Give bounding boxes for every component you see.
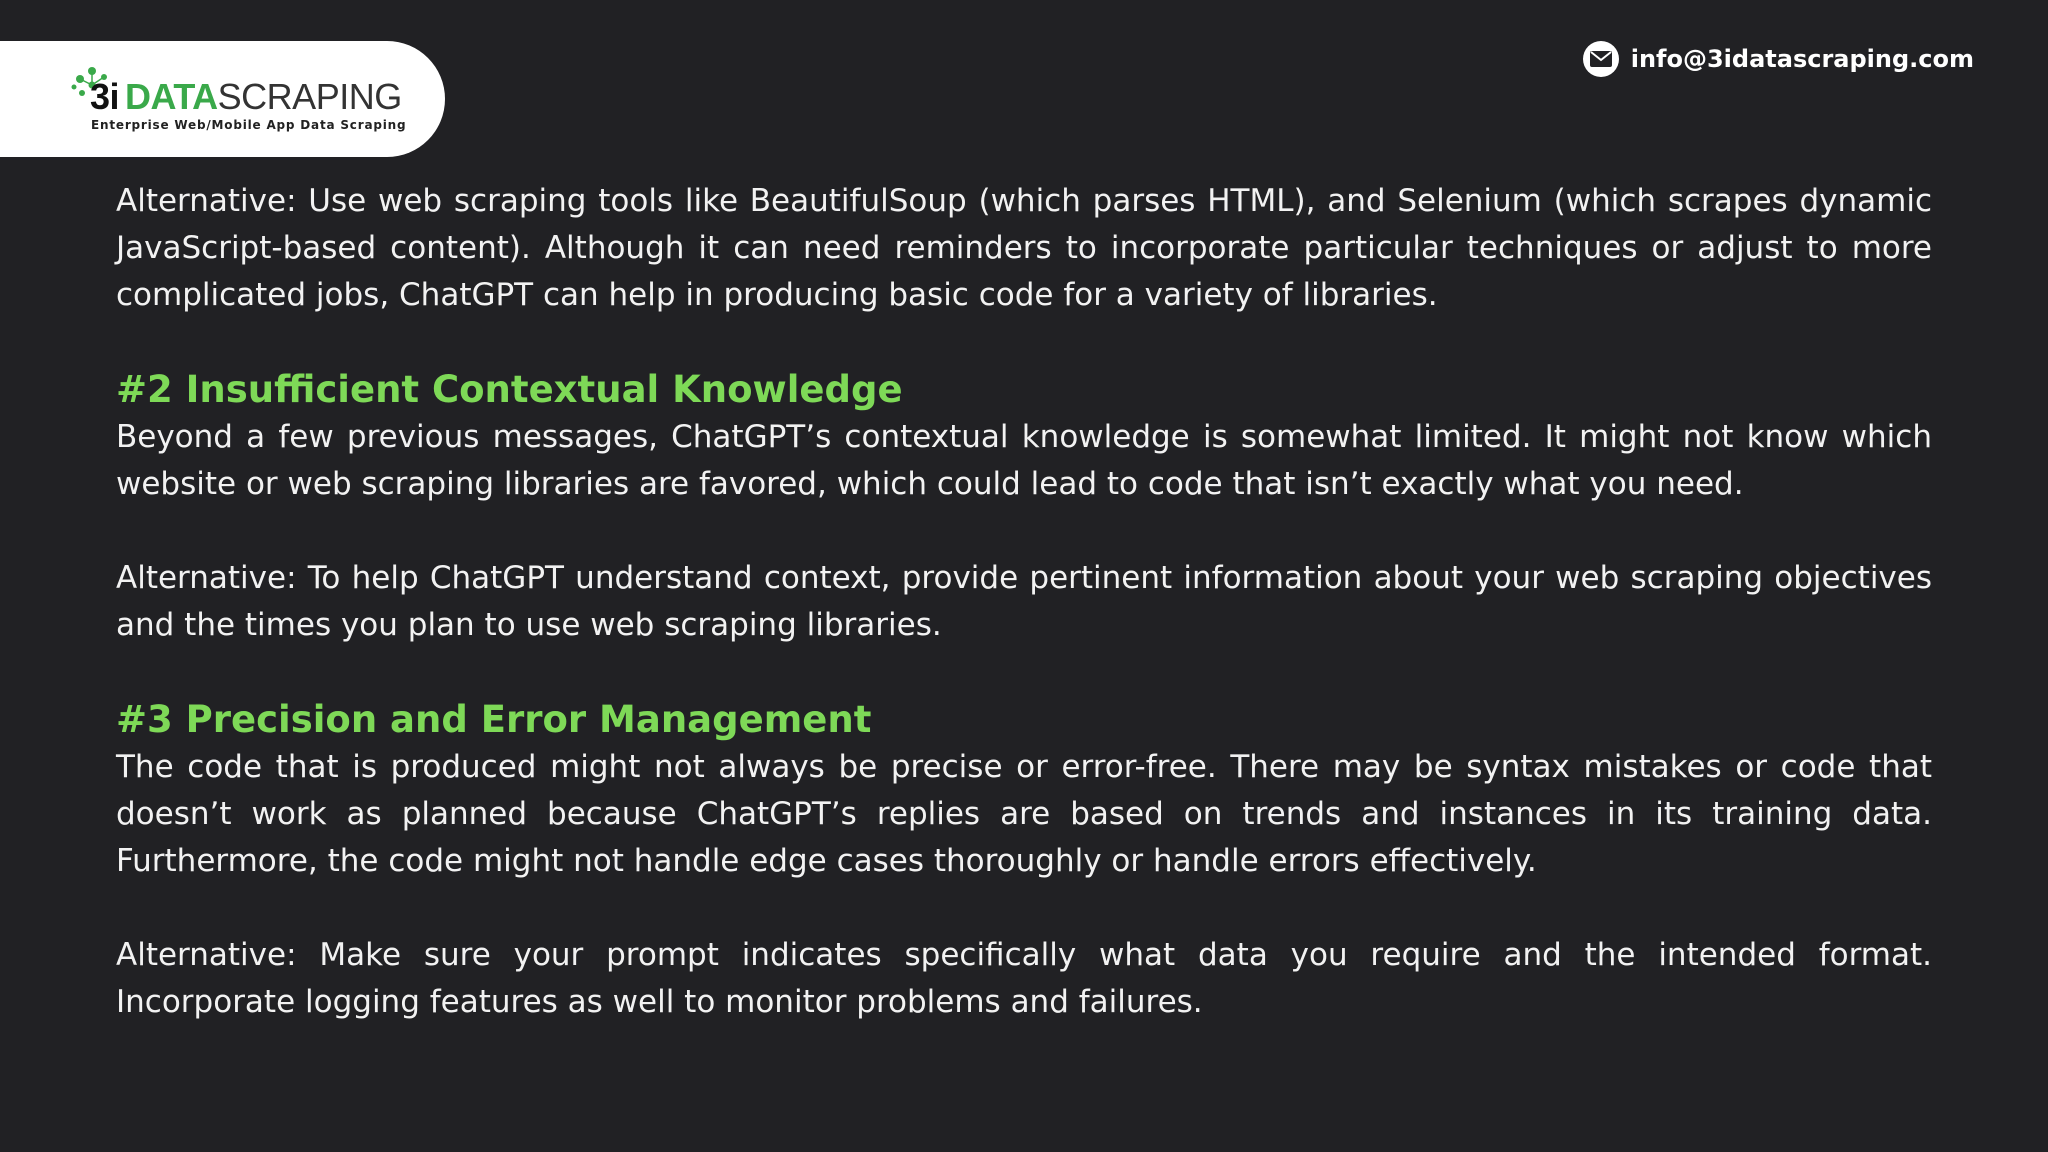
- heading-precision-error-management: #3 Precision and Error Management: [116, 698, 872, 741]
- spacer: [116, 508, 1932, 555]
- logo-title: [90, 77, 402, 117]
- logo-3i: 3i: [90, 76, 120, 117]
- contact-email[interactable]: [1583, 41, 1974, 77]
- logo-tagline: Enterprise Web/Mobile App Data Scraping: [91, 118, 407, 132]
- logo: [0, 41, 445, 157]
- paragraph-alternative-1: Alternative: Use web scraping tools like BeautifulSoup (which parses HTML), and Selenium (which scrapes dynamic JavaScript-based content). Although it can need reminders to incorporate particular techniques or adjust to more complicated jobs, ChatGPT can help in producing basic code for a variety of libraries.: [116, 183, 1932, 313]
- email-text[interactable]: info@3idatascraping.com: [1630, 45, 1974, 73]
- paragraph-precision: The code that is produced might not always be precise or error-free. There may be syntax mistakes or code that doesn’t work as planned because ChatGPT’s replies are based on trends and instances in its training data. Furthermore, the code might not handle edge cases thoroughly or handle errors effectively.: [116, 749, 1932, 879]
- paragraph-alternative-2: Alternative: To help ChatGPT understand context, provide pertinent information about your web scraping objectives and the times you plan to use web scraping libraries.: [116, 560, 1932, 643]
- spacer: [116, 319, 1932, 366]
- heading-insufficient-contextual-knowledge: #2 Insufficient Contextual Knowledge: [116, 368, 903, 411]
- article-body: [116, 178, 1932, 1026]
- paragraph-contextual-knowledge: Beyond a few previous messages, ChatGPT’s contextual knowledge is somewhat limited. It might not know which website or web scraping libraries are favored, which could lead to code that isn’t exactly what you need.: [116, 419, 1932, 502]
- spacer: [116, 649, 1932, 696]
- logo-scraping: SCRAPING: [217, 76, 402, 117]
- logo-data: DATA: [125, 76, 218, 117]
- spacer: [116, 885, 1932, 932]
- mail-icon: [1583, 41, 1619, 77]
- paragraph-alternative-3: Alternative: Make sure your prompt indicates specifically what data you require and the intended format. Incorporate logging features as well to monitor problems and failures.: [116, 937, 1932, 1020]
